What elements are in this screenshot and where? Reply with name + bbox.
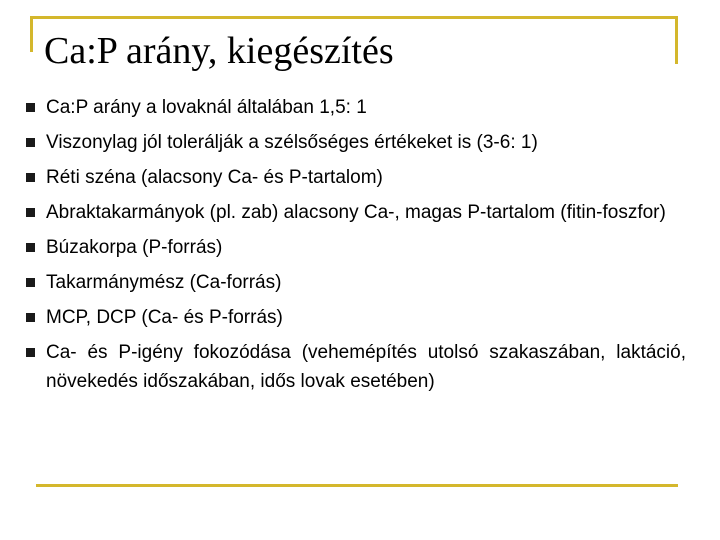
bullet-text: Ca- és P-igény fokozódása (vehemépítés utolsó szakaszában, laktáció, növekedés időszakában, idős lovak esetében) xyxy=(46,342,686,392)
bullet-text: Búzakorpa (P-forrás) xyxy=(46,237,223,258)
square-bullet-icon xyxy=(26,173,35,182)
bullet-item xyxy=(24,268,686,297)
bullet-item xyxy=(24,128,686,157)
square-bullet-icon xyxy=(26,278,35,287)
bullet-item xyxy=(24,163,686,192)
bullet-text: Ca:P arány a lovaknál általában 1,5: 1 xyxy=(46,97,367,118)
bullet-text: Réti széna (alacsony Ca- és P-tartalom) xyxy=(46,167,383,188)
title-frame-gap xyxy=(30,52,44,66)
bullet-text: Takarmánymész (Ca-forrás) xyxy=(46,272,282,293)
bullet-item xyxy=(24,338,686,396)
bullet-item xyxy=(24,93,686,122)
bullet-text: Viszonylag jól tolerálják a szélsőséges értékeket is (3-6: 1) xyxy=(46,132,538,153)
bullet-item xyxy=(24,303,686,332)
square-bullet-icon xyxy=(26,243,35,252)
bullet-item xyxy=(24,233,686,262)
square-bullet-icon xyxy=(26,103,35,112)
square-bullet-icon xyxy=(26,138,35,147)
bottom-divider xyxy=(36,484,678,487)
bullet-text: MCP, DCP (Ca- és P-forrás) xyxy=(46,307,283,328)
slide-title: Ca:P arány, kiegészítés xyxy=(44,30,394,72)
square-bullet-icon xyxy=(26,208,35,217)
square-bullet-icon xyxy=(26,348,35,357)
bullet-list xyxy=(24,93,686,402)
bullet-text: Abraktakarmányok (pl. zab) alacsony Ca-, magas P-tartalom (fitin-foszfor) xyxy=(46,202,666,223)
bullet-item xyxy=(24,198,686,227)
square-bullet-icon xyxy=(26,313,35,322)
